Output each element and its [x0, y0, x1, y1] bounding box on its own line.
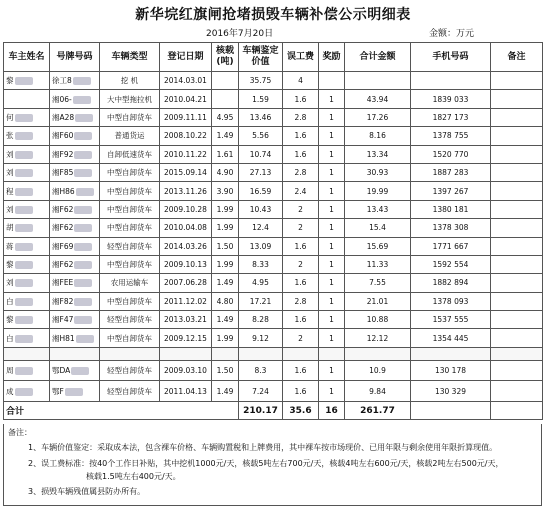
table-cell: 成 — [4, 381, 50, 402]
table-cell: 湘F85 — [50, 163, 100, 181]
table-cell: 胡 — [4, 219, 50, 237]
redaction-mark — [15, 298, 33, 306]
table-cell: 10.74 — [239, 145, 283, 163]
table-cell — [212, 72, 239, 90]
table-cell: 16.59 — [239, 182, 283, 200]
table-cell: 黎 — [4, 255, 50, 273]
table-cell: 8.28 — [239, 311, 283, 329]
table-cell: 7.55 — [345, 274, 411, 292]
redaction-mark — [15, 188, 33, 196]
table-cell: 1 — [319, 145, 345, 163]
table-cell: 1.6 — [283, 381, 319, 402]
table-row — [4, 163, 543, 181]
table-cell: 1 — [319, 200, 345, 218]
table-cell: 1.49 — [212, 274, 239, 292]
table-cell: 1.49 — [212, 381, 239, 402]
table-cell: 湘06- — [50, 90, 100, 108]
table-cell: 2010.11.22 — [160, 145, 212, 163]
table-cell: 1380 181 — [411, 200, 491, 218]
table-cell: 17.21 — [239, 292, 283, 310]
compensation-table — [3, 42, 543, 420]
table-cell: 1354 445 — [411, 329, 491, 347]
table-cell: 自卸低速货车 — [100, 145, 160, 163]
document-title: 新华垸红旗闸抢堵损毁车辆补偿公示明细表 — [135, 7, 411, 23]
document-date: 2016年7月20日 — [206, 29, 274, 39]
table-cell: 中型自卸货车 — [100, 200, 160, 218]
table-cell: 1827 173 — [411, 108, 491, 126]
table-cell: 10.43 — [239, 200, 283, 218]
table-cell: 1839 033 — [411, 90, 491, 108]
table-row — [4, 72, 543, 90]
table-cell: 湘H81 — [50, 329, 100, 347]
table-cell: 1592 554 — [411, 255, 491, 273]
table-cell: 农用运输车 — [100, 274, 160, 292]
redaction-mark — [74, 316, 92, 324]
table-cell: 2014.03.01 — [160, 72, 212, 90]
table-row — [4, 255, 543, 273]
table-cell — [345, 72, 411, 90]
table-cell: 35.75 — [239, 72, 283, 90]
total-row — [4, 402, 543, 420]
header-remark: 备注 — [491, 43, 543, 72]
table-body-main — [4, 72, 543, 348]
table-cell: 1.50 — [212, 360, 239, 381]
table-cell: 15.4 — [345, 219, 411, 237]
header-load: 核载(吨) — [212, 43, 239, 72]
table-cell: 中型自卸货车 — [100, 163, 160, 181]
table-cell: 1.6 — [283, 90, 319, 108]
table-cell: 130 178 — [411, 360, 491, 381]
table-cell: 鄂DA — [50, 360, 100, 381]
redaction-mark — [74, 279, 92, 287]
header-value: 车辆鉴定价值 — [239, 43, 283, 72]
table-cell: 7.24 — [239, 381, 283, 402]
redaction-mark — [15, 335, 33, 343]
table-cell: 湘F92 — [50, 145, 100, 163]
table-cell: 1.6 — [283, 311, 319, 329]
total-value: 210.17 — [239, 402, 283, 420]
table-cell: 1.49 — [212, 127, 239, 145]
table-cell: 中型自卸货车 — [100, 329, 160, 347]
table-cell: 2.8 — [283, 108, 319, 126]
redaction-mark — [74, 298, 92, 306]
table-cell: 13.34 — [345, 145, 411, 163]
table-cell: 4.80 — [212, 292, 239, 310]
table-cell: 1887 283 — [411, 163, 491, 181]
table-cell — [491, 311, 543, 329]
table-cell — [491, 145, 543, 163]
table-cell: 17.26 — [345, 108, 411, 126]
redaction-mark — [15, 169, 33, 177]
table-cell: 1 — [319, 292, 345, 310]
redaction-mark — [74, 206, 92, 214]
table-cell: 2010.04.21 — [160, 90, 212, 108]
header-sum: 合计金额 — [345, 43, 411, 72]
table-cell: 1.99 — [212, 219, 239, 237]
table-cell: 湘H86 — [50, 182, 100, 200]
table-row — [4, 311, 543, 329]
table-body-extra — [4, 360, 543, 401]
table-cell: 27.13 — [239, 163, 283, 181]
table-cell: 1 — [319, 219, 345, 237]
table-row — [4, 360, 543, 381]
table-cell: 1 — [319, 127, 345, 145]
table-row — [4, 108, 543, 126]
table-cell: 1.61 — [212, 145, 239, 163]
table-cell: 何 — [4, 108, 50, 126]
table-cell: 2007.06.28 — [160, 274, 212, 292]
table-cell: 9.84 — [345, 381, 411, 402]
table-cell — [4, 90, 50, 108]
table-cell: 2.8 — [283, 292, 319, 310]
table-cell: 大中型拖拉机 — [100, 90, 160, 108]
total-sum: 261.77 — [345, 402, 411, 420]
table-cell: 4.90 — [212, 163, 239, 181]
redaction-mark — [15, 77, 33, 85]
table-cell: 1378 308 — [411, 219, 491, 237]
header-phone: 手机号码 — [411, 43, 491, 72]
table-cell — [491, 163, 543, 181]
amount-unit: 金额：万元 — [429, 29, 475, 39]
redaction-mark — [15, 316, 33, 324]
table-cell: 湘F62 — [50, 219, 100, 237]
table-cell: 13.46 — [239, 108, 283, 126]
table-cell — [491, 381, 543, 402]
table-cell: 2009.10.13 — [160, 255, 212, 273]
table-cell: 12.4 — [239, 219, 283, 237]
redaction-mark — [74, 132, 92, 140]
table-cell: 4.95 — [212, 108, 239, 126]
table-cell: 1 — [319, 182, 345, 200]
table-cell: 张 — [4, 127, 50, 145]
table-cell: 湘F62 — [50, 200, 100, 218]
table-row — [4, 219, 543, 237]
table-cell — [491, 127, 543, 145]
table-cell: 1.99 — [212, 329, 239, 347]
table-cell: 湘F62 — [50, 255, 100, 273]
redaction-mark — [15, 224, 33, 232]
total-wage: 35.6 — [283, 402, 319, 420]
table-cell: 8.33 — [239, 255, 283, 273]
table-cell: 湘F82 — [50, 292, 100, 310]
table-cell: 1397 267 — [411, 182, 491, 200]
table-row — [4, 145, 543, 163]
header-owner: 车主姓名 — [4, 43, 50, 72]
table-cell: 普通货运 — [100, 127, 160, 145]
table-cell: 10.9 — [345, 360, 411, 381]
notes-head: 备注： — [8, 428, 32, 437]
header-type: 车辆类型 — [100, 43, 160, 72]
redaction-mark — [75, 114, 93, 122]
redaction-mark — [73, 96, 91, 104]
table-cell: 1.6 — [283, 237, 319, 255]
note-2: 2、误工费标准：按40个工作日补贴，其中挖机1000元/天，核载5吨左右700元/天，核载4吨左右600元/天，核载2吨左右500元/天， — [28, 459, 504, 468]
table-cell: 1378 093 — [411, 292, 491, 310]
redaction-mark — [15, 261, 33, 269]
table-cell: 4 — [283, 72, 319, 90]
table-cell: 9.12 — [239, 329, 283, 347]
table-cell: 黎 — [4, 311, 50, 329]
table-cell: 13.43 — [345, 200, 411, 218]
table-cell: 1520 770 — [411, 145, 491, 163]
table-cell: 30.93 — [345, 163, 411, 181]
table-cell — [491, 108, 543, 126]
table-cell: 2011.12.02 — [160, 292, 212, 310]
table-cell: 2009.10.28 — [160, 200, 212, 218]
table-cell: 4.95 — [239, 274, 283, 292]
table-cell: 1 — [319, 274, 345, 292]
redaction-mark — [71, 367, 89, 375]
table-cell: 刘 — [4, 274, 50, 292]
note-1: 1、车辆价值鉴定：采取成本法，包含裸车价格、车辆购置税和上牌费用，其中裸车按市场现价、已用年限与剩余使用年限折算现值。 — [28, 443, 498, 452]
table-cell: 13.09 — [239, 237, 283, 255]
table-cell: 刘 — [4, 145, 50, 163]
table-cell: 1 — [319, 311, 345, 329]
table-row — [4, 127, 543, 145]
table-cell: 1537 555 — [411, 311, 491, 329]
table-cell: 21.01 — [345, 292, 411, 310]
redaction-mark — [15, 132, 33, 140]
table-row — [4, 200, 543, 218]
table-cell: 2 — [283, 329, 319, 347]
table-cell: 12.12 — [345, 329, 411, 347]
table-cell: 徐工8 — [50, 72, 100, 90]
table-cell: 2009.12.15 — [160, 329, 212, 347]
table-cell: 2009.03.10 — [160, 360, 212, 381]
header-reward: 奖励 — [319, 43, 345, 72]
table-cell: 1 — [319, 237, 345, 255]
redaction-mark — [74, 261, 92, 269]
table-cell: 2008.10.22 — [160, 127, 212, 145]
table-cell — [491, 237, 543, 255]
table-cell: 5.56 — [239, 127, 283, 145]
table-cell: 2014.03.26 — [160, 237, 212, 255]
redaction-mark — [15, 279, 33, 287]
table-cell: 轻型自卸货车 — [100, 237, 160, 255]
table-cell: 白 — [4, 292, 50, 310]
table-cell: 1.6 — [283, 127, 319, 145]
table-cell: 1.6 — [283, 360, 319, 381]
table-cell — [491, 329, 543, 347]
table-cell: 1.6 — [283, 145, 319, 163]
redaction-mark — [65, 388, 83, 396]
table-cell: 刘 — [4, 200, 50, 218]
table-cell: 中型自卸货车 — [100, 108, 160, 126]
redaction-mark — [74, 224, 92, 232]
table-row — [4, 274, 543, 292]
total-label: 合计 — [4, 402, 239, 420]
table-cell: 湘A28 — [50, 108, 100, 126]
table-cell: 鄂F — [50, 381, 100, 402]
total-reward: 16 — [319, 402, 345, 420]
table-cell: 2.4 — [283, 182, 319, 200]
table-cell: 10.88 — [345, 311, 411, 329]
table-cell: 1 — [319, 360, 345, 381]
table-header-row — [4, 43, 543, 72]
table-cell — [491, 219, 543, 237]
table-cell: 130 329 — [411, 381, 491, 402]
table-cell: 2.8 — [283, 163, 319, 181]
table-cell: 11.33 — [345, 255, 411, 273]
table-cell — [491, 274, 543, 292]
header-plate: 号牌号码 — [50, 43, 100, 72]
redaction-mark — [74, 169, 92, 177]
redaction-mark — [74, 151, 92, 159]
table-cell: 2013.11.26 — [160, 182, 212, 200]
table-cell — [411, 72, 491, 90]
header-wage: 误工费 — [283, 43, 319, 72]
table-cell: 中型自卸货车 — [100, 292, 160, 310]
table-cell: 1378 755 — [411, 127, 491, 145]
table-cell: 刘 — [4, 163, 50, 181]
table-cell: 2013.03.21 — [160, 311, 212, 329]
redaction-mark — [15, 151, 33, 159]
table-cell: 1.99 — [212, 255, 239, 273]
table-cell: 中型自卸货车 — [100, 182, 160, 200]
table-cell — [491, 292, 543, 310]
notes-section — [3, 424, 542, 506]
table-cell: 8.3 — [239, 360, 283, 381]
table-row — [4, 381, 543, 402]
table-cell: 2009.11.11 — [160, 108, 212, 126]
table-cell: 2010.04.08 — [160, 219, 212, 237]
table-cell: 湘FEE — [50, 274, 100, 292]
table-cell: 43.94 — [345, 90, 411, 108]
note-2b: 核载1.5吨左右400元/天。 — [86, 472, 181, 481]
table-cell: 8.16 — [345, 127, 411, 145]
table-cell: 挖 机 — [100, 72, 160, 90]
table-cell: 2 — [283, 255, 319, 273]
table-cell: 蒋 — [4, 237, 50, 255]
table-cell: 轻型自卸货车 — [100, 381, 160, 402]
table-cell: 1 — [319, 255, 345, 273]
table-cell: 湘F47 — [50, 311, 100, 329]
redaction-mark — [73, 77, 91, 85]
table-cell: 15.69 — [345, 237, 411, 255]
redaction-mark — [15, 367, 33, 375]
table-cell: 2 — [283, 219, 319, 237]
table-cell — [491, 72, 543, 90]
table-row — [4, 237, 543, 255]
table-cell — [212, 90, 239, 108]
table-row — [4, 329, 543, 347]
redaction-mark — [15, 388, 33, 396]
table-gap — [4, 347, 543, 360]
table-cell: 周 — [4, 360, 50, 381]
table-cell: 湘F69 — [50, 237, 100, 255]
table-cell — [491, 255, 543, 273]
table-cell: 1.6 — [283, 274, 319, 292]
table-row — [4, 182, 543, 200]
table-cell: 1 — [319, 108, 345, 126]
table-cell: 2011.04.13 — [160, 381, 212, 402]
table-cell: 2 — [283, 200, 319, 218]
redaction-mark — [15, 206, 33, 214]
table-cell: 1.49 — [212, 311, 239, 329]
table-cell: 1.50 — [212, 237, 239, 255]
table-cell: 1882 894 — [411, 274, 491, 292]
redaction-mark — [15, 114, 33, 122]
table-cell — [491, 200, 543, 218]
header-date: 登记日期 — [160, 43, 212, 72]
table-cell: 1.59 — [239, 90, 283, 108]
table-cell — [319, 72, 345, 90]
table-cell: 1771 667 — [411, 237, 491, 255]
table-cell: 3.90 — [212, 182, 239, 200]
table-cell: 程 — [4, 182, 50, 200]
table-cell: 1 — [319, 381, 345, 402]
table-row — [4, 90, 543, 108]
table-cell: 1.99 — [212, 200, 239, 218]
table-cell: 2015.09.14 — [160, 163, 212, 181]
table-cell: 1 — [319, 90, 345, 108]
table-row — [4, 292, 543, 310]
table-cell: 19.99 — [345, 182, 411, 200]
table-cell — [491, 360, 543, 381]
table-cell: 1 — [319, 163, 345, 181]
redaction-mark — [76, 335, 94, 343]
redaction-mark — [74, 243, 92, 251]
redaction-mark — [76, 188, 94, 196]
table-cell: 中型自卸货车 — [100, 219, 160, 237]
table-cell: 轻型自卸货车 — [100, 360, 160, 381]
table-cell — [491, 182, 543, 200]
table-cell: 白 — [4, 329, 50, 347]
table-cell: 轻型自卸货车 — [100, 311, 160, 329]
table-cell: 黎 — [4, 72, 50, 90]
table-cell: 湘F60 — [50, 127, 100, 145]
note-3: 3、损毁车辆残值属县防办所有。 — [28, 487, 146, 496]
redaction-mark — [15, 243, 33, 251]
table-cell: 1 — [319, 329, 345, 347]
table-cell — [491, 90, 543, 108]
table-cell: 中型自卸货车 — [100, 255, 160, 273]
